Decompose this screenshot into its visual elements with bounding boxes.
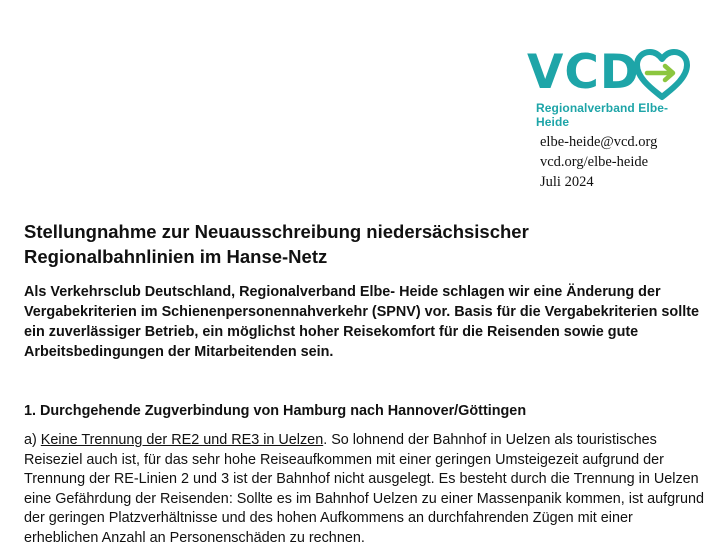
paragraph-a-prefix: a): [24, 432, 37, 448]
vcd-logo: [527, 45, 697, 129]
document-date: Juli 2024: [540, 174, 594, 190]
contact-block: [540, 132, 657, 192]
section-heading-1: 1. Durchgehende Zugverbindung von Hamburg nach Hannover/Göttingen: [24, 403, 527, 419]
logo-subtitle: Regionalverband Elbe-Heide: [536, 101, 669, 129]
heart-arrow-icon: [633, 49, 691, 101]
logo-wordmark: VCD: [527, 45, 640, 100]
contact-email: elbe-heide@vcd.org: [540, 134, 658, 150]
document-title: Stellungnahme zur Neuausschreibung niedersächsischer Regionalbahnlinien im Hanse-Netz: [24, 221, 529, 267]
paragraph-a-underlined: Keine Trennung der RE2 und RE3 in Uelzen: [40, 432, 324, 448]
contact-website: vcd.org/elbe-heide: [540, 154, 649, 170]
paragraph-a-text: . So lohnend der Bahnhof in Uelzen als touristisches Reiseziel auch ist, für das sehr hohe Reiseaufkommen mit einer geringen Umsteigezeit aufgrund der Trennung der RE-Linien 2 und 3 ist der Bahnhof nicht ausgelegt. Es besteht durch die Trennung in Uelzen eine Gefährdung der Reisenden: Sollte es im Bahnhof Uelzen zu einer Massenpanik kommen, ist aufgrund der geringen Platzverhältnisse und des hohen Aufkommens an durchfahrenden Zügen mit einer erheblichen Anzahl an Personenschäden zu rechnen.: [24, 432, 704, 546]
intro-paragraph: Als Verkehrsclub Deutschland, Regionalverband Elbe- Heide schlagen wir eine Änderung der Vergabekriterien im Schienenpersonennahverkehr (SPNV) vor. Basis für die Vergabekriterien sollte ein zuverlässiger Betrieb, ein möglichst hoher Reisekomfort für die Reisenden sowie gute Arbeitsbedingungen der Mitarbeitenden sein.: [24, 284, 700, 360]
section-1-paragraph-a: [24, 431, 704, 548]
